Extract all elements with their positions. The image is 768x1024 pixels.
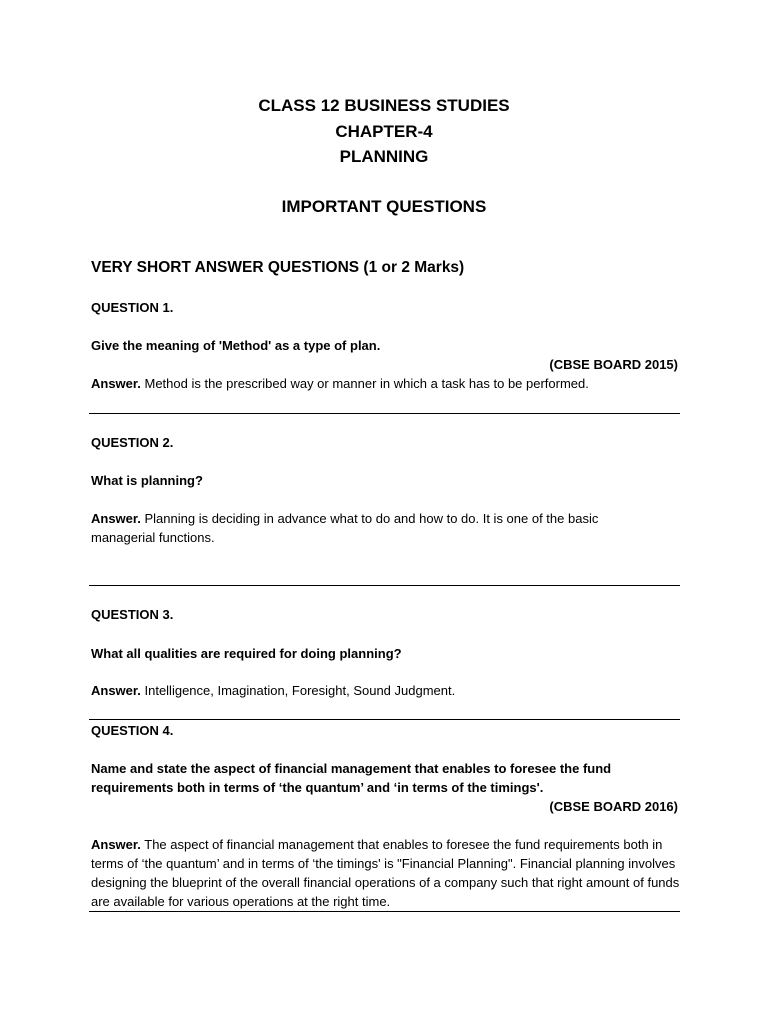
question-2-text: What is planning? [91,473,203,488]
divider [89,719,680,720]
divider [89,585,680,586]
question-3-answer [91,681,681,700]
answer-text: Intelligence, Imagination, Foresight, Sound Judgment. [144,683,456,698]
question-2-number: QUESTION 2. [91,435,174,450]
title-line-topic: PLANNING [339,147,429,166]
question-1-number: QUESTION 1. [91,300,174,315]
divider [89,413,680,414]
title-line-chapter: CHAPTER-4 [335,121,433,141]
question-2-answer [91,509,651,547]
answer-text: Method is the prescribed way or manner in which a task has to be performed. [144,376,589,391]
question-4-number: QUESTION 4. [91,723,174,738]
question-1-text: Give the meaning of 'Method' as a type of plan. [91,338,381,353]
document-subtitle: IMPORTANT QUESTIONS [281,197,487,216]
answer-label: Answer. [91,683,141,698]
question-4-text: Name and state the aspect of financial management that enables to foresee the fund requirements both in terms of ‘the quantum’ and ‘in terms of the timings'. [91,761,612,795]
question-1-answer [91,374,681,393]
answer-label: Answer. [91,511,141,526]
document-title [0,93,768,170]
question-3-number: QUESTION 3. [91,607,174,622]
divider [89,911,680,912]
answer-label: Answer. [91,376,141,391]
answer-label: Answer. [91,837,141,852]
question-1-source: (CBSE BOARD 2015) [549,357,678,372]
section-heading: VERY SHORT ANSWER QUESTIONS (1 or 2 Marks) [91,259,465,276]
question-3-text: What all qualities are required for doing planning? [91,646,402,661]
question-4-answer [91,835,683,911]
title-line-class: CLASS 12 BUSINESS STUDIES [258,96,510,115]
answer-text: The aspect of financial management that enables to foresee the fund requirements both in terms of ‘the quantum’ and in terms of ‘the timings' is "Financial Planning". Financial planning involves designing the blueprint of the overall financial operations of a company such that right amount of funds are available for various operations at the right time. [91,837,680,909]
answer-text: Planning is deciding in advance what to do and how to do. It is one of the basic managerial functions. [91,511,599,545]
question-4-source: (CBSE BOARD 2016) [549,799,678,814]
